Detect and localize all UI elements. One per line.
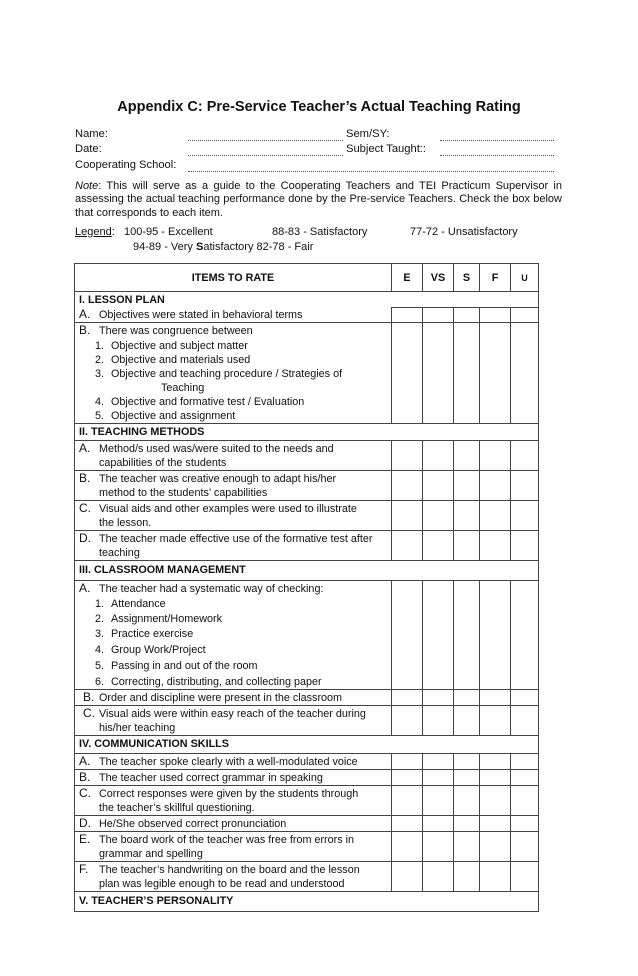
item-letter: B. — [83, 689, 95, 704]
header-e: E — [392, 264, 423, 292]
header-s: S — [454, 264, 480, 292]
rating-cell[interactable] — [392, 322, 423, 423]
item-text: Assignment/Homework — [111, 612, 223, 625]
item-text: Objectives were stated in behavioral terms — [99, 308, 303, 321]
item-text: Objective and subject matter — [111, 339, 248, 352]
rating-cell[interactable] — [511, 470, 539, 500]
rating-cell[interactable] — [392, 500, 423, 530]
rating-cell[interactable] — [480, 580, 511, 689]
rating-cell[interactable] — [454, 753, 480, 769]
item-text: Practice exercise — [111, 627, 194, 640]
rating-cell[interactable] — [511, 769, 539, 785]
item-letter: C. — [79, 785, 91, 800]
header-vs: VS — [423, 264, 454, 292]
rating-cell[interactable] — [392, 705, 423, 735]
item-letter: B. — [79, 470, 91, 485]
table-row — [75, 530, 539, 560]
rating-cell[interactable] — [511, 861, 539, 891]
table-row — [75, 815, 539, 831]
item-text-cont: the lesson. — [99, 516, 152, 529]
rating-cell[interactable] — [511, 815, 539, 831]
date-label: Date: — [75, 143, 102, 155]
item-letter: D. — [79, 530, 91, 545]
rating-cell[interactable] — [454, 580, 480, 689]
item-text: Correct responses were given by the students through — [99, 787, 359, 800]
item-text-cont: his/her teaching — [99, 721, 176, 734]
item-text-cont: grammar and spelling — [99, 847, 203, 860]
item-letter: C. — [83, 705, 95, 720]
semsy-field[interactable] — [440, 140, 554, 141]
item-letter: A. — [79, 306, 91, 321]
rating-cell[interactable] — [454, 705, 480, 735]
item-text: Method/s used was/were suited to the needs and — [99, 442, 334, 455]
legend-satisfactory: 88-83 - Satisfactory — [272, 226, 368, 238]
rating-cell[interactable] — [454, 689, 480, 705]
table-row — [75, 861, 539, 891]
legend-very-satisfactory — [133, 241, 313, 253]
rating-cell[interactable] — [480, 705, 511, 735]
rating-cell[interactable] — [392, 785, 423, 815]
table-row — [75, 831, 539, 861]
rating-cell[interactable] — [454, 769, 480, 785]
rating-cell[interactable] — [423, 530, 454, 560]
rating-cell[interactable] — [480, 500, 511, 530]
rating-cell[interactable] — [423, 308, 454, 323]
rating-cell[interactable] — [511, 530, 539, 560]
rating-cell[interactable] — [511, 580, 539, 689]
rating-cell[interactable] — [454, 831, 480, 861]
section-row — [75, 735, 539, 753]
rating-cell[interactable] — [392, 815, 423, 831]
section-row — [75, 560, 539, 580]
item-text: The board work of the teacher was free from errors in — [99, 833, 355, 846]
rating-cell[interactable] — [423, 815, 454, 831]
item-text: He/She observed correct pronunciation — [99, 817, 287, 830]
rating-cell[interactable] — [480, 861, 511, 891]
note-label: Note — [75, 180, 99, 192]
rating-cell[interactable] — [480, 785, 511, 815]
item-text: There was congruence between — [99, 324, 253, 337]
item-text: The teacher used correct grammar in speaking — [99, 771, 323, 784]
item-text: Group Work/Project — [111, 643, 206, 656]
item-letter: D. — [79, 815, 91, 830]
rating-cell[interactable] — [480, 769, 511, 785]
item-text: Objective and teaching procedure / Strategies of — [111, 367, 343, 380]
legend-vs-pre: 94-89 - Very — [133, 241, 196, 253]
table-row — [75, 705, 539, 735]
rating-cell[interactable] — [480, 470, 511, 500]
section-teaching-methods: II. TEACHING METHODS — [79, 425, 205, 438]
rating-cell[interactable] — [392, 831, 423, 861]
rating-cell[interactable] — [511, 753, 539, 769]
rating-cell[interactable] — [392, 308, 423, 323]
section-teachers-personality: V. TEACHER’S PERSONALITY — [79, 894, 234, 907]
rating-cell[interactable] — [454, 470, 480, 500]
item-text: The teacher’s handwriting on the board and the lesson — [99, 863, 360, 876]
name-label: Name: — [75, 128, 108, 140]
rating-cell[interactable] — [423, 831, 454, 861]
table-row — [75, 785, 539, 815]
item-number: 1. — [95, 597, 105, 610]
item-text: The teacher had a systematic way of checking: — [99, 582, 324, 595]
rating-cell[interactable] — [454, 308, 480, 323]
item-letter: B. — [79, 769, 91, 784]
rating-cell[interactable] — [423, 580, 454, 689]
section-row — [75, 891, 539, 911]
item-text: Correcting, distributing, and collecting paper — [111, 675, 322, 688]
rating-cell[interactable] — [480, 308, 511, 323]
item-text-cont: plan was legible enough to be read and understood — [99, 877, 345, 890]
item-number: 2. — [95, 353, 105, 366]
item-text-cont: method to the students’ capabilities — [99, 486, 268, 499]
rating-cell[interactable] — [454, 500, 480, 530]
rating-cell[interactable] — [454, 861, 480, 891]
note-paragraph — [75, 180, 562, 220]
rating-cell[interactable] — [480, 530, 511, 560]
rating-cell[interactable] — [511, 440, 539, 470]
item-text: Attendance — [111, 597, 166, 610]
item-text: Visual aids and other examples were used to illustrate — [99, 502, 357, 515]
rating-cell[interactable] — [423, 689, 454, 705]
item-text: The teacher made effective use of the formative test after — [99, 532, 373, 545]
item-text: The teacher spoke clearly with a well-modulated voice — [99, 755, 358, 768]
rating-cell[interactable] — [423, 470, 454, 500]
rating-cell[interactable] — [423, 785, 454, 815]
item-text-cont: the teacher’s skillful questioning. — [99, 801, 255, 814]
table-row — [75, 322, 539, 423]
item-number: 6. — [95, 675, 105, 688]
rating-cell[interactable] — [480, 440, 511, 470]
item-number: 3. — [95, 367, 105, 380]
rating-cell[interactable] — [511, 831, 539, 861]
table-row — [75, 689, 539, 705]
item-text: Objective and materials used — [111, 353, 251, 366]
rating-cell[interactable] — [454, 785, 480, 815]
rating-cell[interactable] — [454, 322, 480, 423]
rating-cell[interactable] — [392, 470, 423, 500]
rating-cell[interactable] — [423, 440, 454, 470]
header-u: U — [511, 264, 539, 292]
page-title: Appendix C: Pre-Service Teacher’s Actual Teaching Rating — [117, 99, 521, 115]
item-text: Visual aids were within easy reach of the teacher during — [99, 707, 366, 720]
rating-cell[interactable] — [511, 689, 539, 705]
rating-cell[interactable] — [511, 705, 539, 735]
rating-cell[interactable] — [423, 500, 454, 530]
rating-cell[interactable] — [392, 861, 423, 891]
table-row — [75, 500, 539, 530]
legend-unsatisfactory: 77-72 - Unsatisfactory — [410, 226, 518, 238]
rating-cell[interactable] — [392, 440, 423, 470]
item-number: 5. — [95, 659, 105, 672]
rating-cell[interactable] — [423, 705, 454, 735]
subject-field[interactable] — [440, 155, 554, 156]
rating-cell[interactable] — [480, 831, 511, 861]
section-row — [75, 423, 539, 440]
section-communication-skills: IV. COMMUNICATION SKILLS — [79, 737, 229, 750]
rating-cell[interactable] — [511, 308, 539, 323]
item-number: 5. — [95, 409, 105, 422]
item-letter: A. — [79, 580, 91, 595]
item-letter: C. — [79, 500, 91, 515]
subject-label: Subject Taught:: — [346, 143, 427, 155]
header-f: F — [480, 264, 511, 292]
item-letter: B. — [79, 322, 91, 337]
header-items: ITEMS TO RATE — [75, 264, 392, 292]
rating-cell[interactable] — [454, 815, 480, 831]
rating-cell[interactable] — [511, 785, 539, 815]
rating-cell[interactable] — [423, 769, 454, 785]
rating-cell[interactable] — [392, 753, 423, 769]
rating-cell[interactable] — [480, 322, 511, 423]
table-header-row — [75, 264, 539, 292]
table-row — [75, 753, 539, 769]
rating-cell[interactable] — [392, 769, 423, 785]
table-row — [75, 769, 539, 785]
item-text: Objective and formative test / Evaluation — [111, 395, 305, 408]
item-text: Order and discipline were present in the classroom — [99, 691, 343, 704]
rating-cell[interactable] — [423, 861, 454, 891]
legend-label-group — [75, 226, 115, 238]
rating-cell[interactable] — [392, 580, 423, 689]
school-label: Cooperating School: — [75, 159, 177, 171]
item-number: 2. — [95, 612, 105, 625]
rating-cell[interactable] — [454, 440, 480, 470]
item-number: 3. — [95, 627, 105, 640]
item-letter: E. — [79, 831, 91, 846]
legend-label: Legend — [75, 226, 112, 238]
section-row — [75, 292, 539, 308]
table-row — [75, 308, 539, 323]
name-field[interactable] — [188, 140, 343, 141]
item-text: Objective and assignment — [111, 409, 236, 422]
rating-cell[interactable] — [392, 689, 423, 705]
item-number: 4. — [95, 395, 105, 408]
rating-table — [74, 263, 539, 912]
semsy-label: Sem/SY: — [346, 128, 390, 140]
rating-cell[interactable] — [454, 530, 480, 560]
rating-cell[interactable] — [480, 753, 511, 769]
item-text: Passing in and out of the room — [111, 659, 258, 672]
rating-cell[interactable] — [511, 500, 539, 530]
item-text-cont: Teaching — [161, 381, 205, 394]
item-text-cont: teaching — [99, 546, 140, 559]
school-field[interactable] — [188, 171, 554, 172]
item-number: 4. — [95, 643, 105, 656]
item-letter: A. — [79, 440, 91, 455]
rating-cell[interactable] — [392, 530, 423, 560]
date-field[interactable] — [188, 155, 343, 156]
table-row — [75, 440, 539, 470]
section-classroom-management: III. CLASSROOM MANAGEMENT — [79, 563, 246, 576]
item-letter: A. — [79, 753, 91, 768]
item-letter: F. — [79, 861, 89, 876]
item-number: 1. — [95, 339, 105, 352]
legend-vs-post: atisfactory 82-78 - Fair — [203, 241, 314, 253]
rating-cell[interactable] — [511, 322, 539, 423]
rating-cell[interactable] — [480, 689, 511, 705]
item-text: The teacher was creative enough to adapt his/her — [99, 472, 337, 485]
note-text: : This will serve as a guide to the Cooperating Teachers and TEI Practicum Supervisor in assessing the actual teaching performance done by the Pre-service Teachers. Check the box below that corresponds to each item. — [75, 180, 562, 219]
legend-excellent: 100-95 - Excellent — [124, 226, 213, 238]
rating-cell[interactable] — [423, 753, 454, 769]
item-text-cont: capabilities of the students — [99, 456, 227, 469]
legend-colon: : — [111, 226, 115, 238]
rating-cell[interactable] — [423, 322, 454, 423]
rating-cell[interactable] — [480, 815, 511, 831]
section-lesson-plan: I. LESSON PLAN — [79, 294, 165, 306]
legend-vs-bold: S — [195, 241, 204, 253]
table-row — [75, 580, 539, 689]
table-row — [75, 470, 539, 500]
